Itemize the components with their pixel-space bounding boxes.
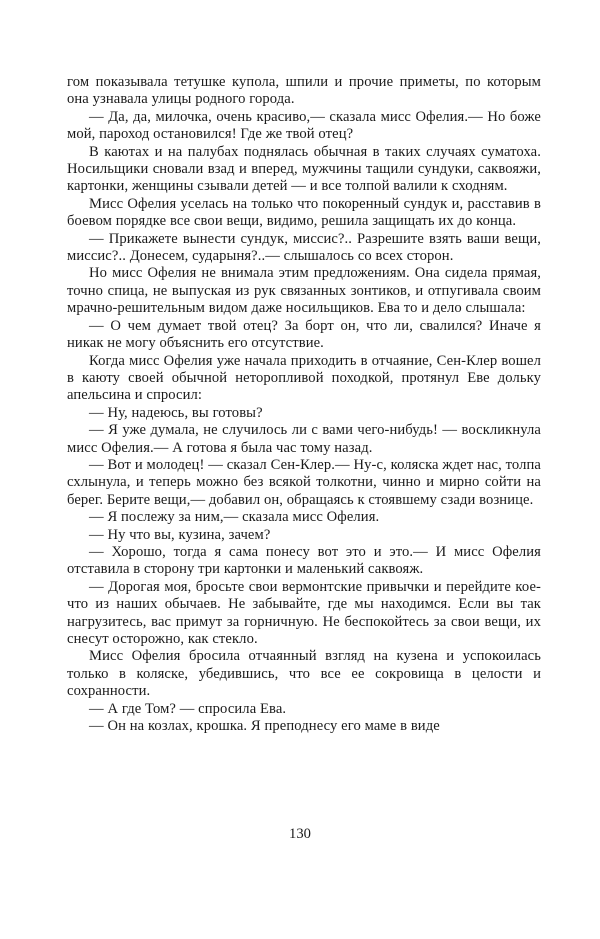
paragraph: Но мисс Офелия не внимала этим предложениям. Она сидела прямая, точно спица, не выпуская из рук связанных зонтиков, и отпугивала своим мрачно-решительным видом даже носильщиков. Ева то и дело слышала: (67, 265, 541, 317)
paragraph: — А где Том? — спросила Ева. (89, 700, 287, 717)
paragraph: — Ну, надеюсь, вы готовы? (89, 404, 263, 421)
page-text (67, 74, 541, 735)
paragraph: — Ну что вы, кузина, зачем? (89, 526, 271, 543)
paragraph: — Вот и молодец! — сказал Сен-Клер.— Ну-с, коляска ждет нас, толпа схлынула, и теперь можно без всякой толкотни, чинно и мирно сойти на берег. Берите вещи,— добавил он, обращаясь к стоявшему сзади вознице. (67, 456, 541, 508)
paragraph: — Он на козлах, крошка. Я преподнесу его маме в виде (89, 718, 440, 735)
paragraph: Мисс Офелия уселась на только что покоренный сундук и, расставив в боевом порядке все свои вещи, видимо, решила защищать их до конца. (67, 195, 541, 230)
paragraph: гом показывала тетушке купола, шпили и прочие приметы, по которым она узнавала улицы родного города. (67, 74, 541, 108)
paragraph: В каютах и на палубах поднялась обычная в таких случаях суматоха. Носильщики сновали взад и вперед, мужчины тащили сундуки, саквояжи, картонки, женщины сзывали детей — и все толпой валили к сходням. (67, 143, 541, 195)
paragraph: — Хорошо, тогда я сама понесу вот это и это.— И мисс Офелия отставила в сторону три картонки и маленький саквояж. (67, 543, 541, 578)
paragraph: — Я послежу за ним,— сказала мисс Офелия. (89, 509, 380, 526)
page-number: 130 (289, 826, 311, 842)
paragraph: — О чем думает твой отец? За борт он, что ли, свалился? Иначе я никак не могу объяснить его отсутствие. (67, 317, 541, 352)
paragraph: — Прикажете вынести сундук, миссис?.. Разрешите взять ваши вещи, миссис?.. Донесем, сударыня?..— слышалось со всех сторон. (67, 230, 541, 265)
paragraph: — Я уже думала, не случилось ли с вами чего-нибудь! — воскликнула мисс Офелия.— А готова я была час тому назад. (67, 422, 541, 456)
paragraph: — Да, да, милочка, очень красиво,— сказала мисс Офелия.— Но боже мой, пароход остановился! Где же твой отец? (67, 108, 541, 143)
paragraph: Когда мисс Офелия уже начала приходить в отчаяние, Сен-Клер вошел в каюту своей обычной неторопливой походкой, протянул Еве дольку апельсина и спросил: (67, 352, 541, 404)
paragraph: — Дорогая моя, бросьте свои вермонтские привычки и перейдите кое-что из наших обычаев. Не забывайте, где мы находимся. Если вы так нагрузитесь, вас примут за горничную. Не беспокойтесь за свои вещи, их снесут осторожно, как стекло. (67, 578, 541, 647)
paragraph: Мисс Офелия бросила отчаянный взгляд на кузена и успокоилась только в коляске, убедившись, что все ее сокровища в целости и сохранности. (67, 648, 541, 700)
